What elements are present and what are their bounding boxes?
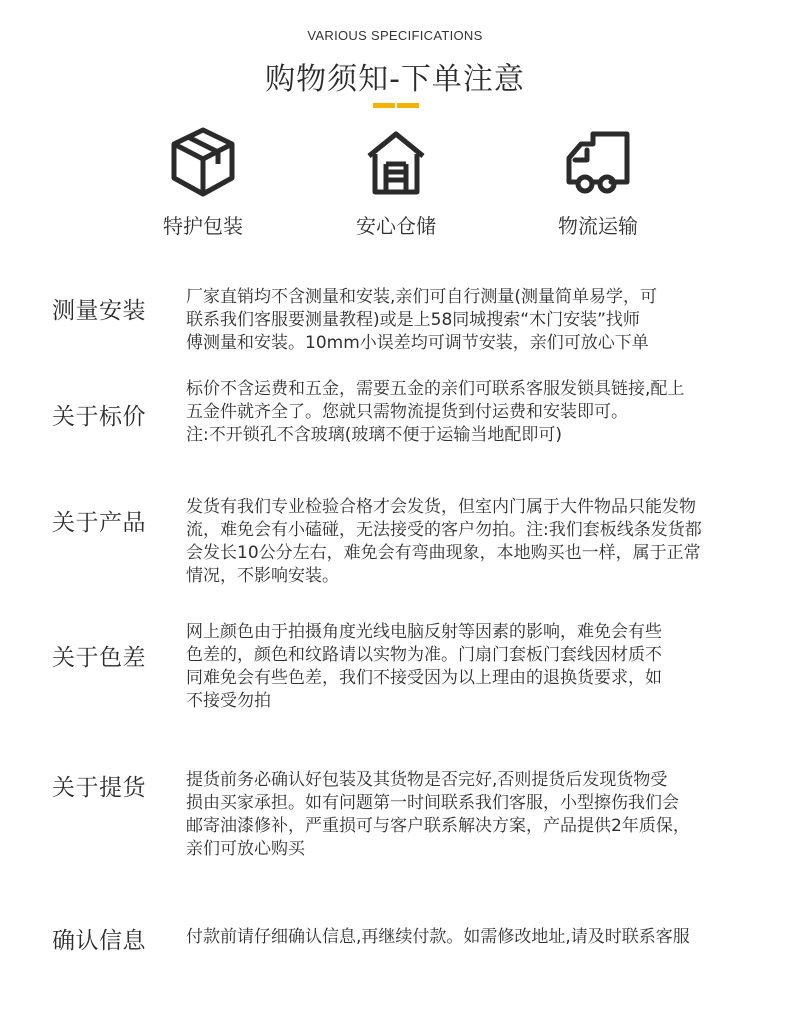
feature-label: 特护包装 (163, 214, 243, 238)
body-line: 付款前请仔细确认信息,再继续付款。如需修改地址,请及时联系客服 (186, 927, 690, 947)
section-body (186, 496, 766, 588)
body-line: 标价不含运费和五金，需要五金的亲们可联系客服发锁具链接,配上 (186, 379, 685, 399)
feature-label: 安心仓储 (356, 214, 436, 238)
body-line: 厂家直销均不含测量和安装,亲们可自行测量(测量简单易学，可 (186, 287, 658, 307)
section-heading: 关于标价 (52, 404, 146, 430)
feature-row (0, 124, 790, 244)
section-heading: 确认信息 (52, 928, 146, 954)
body-line: 五金件就齐全了。您就只需物流提货到付运费和安装即可。 (186, 402, 628, 422)
body-line: 亲们可放心购买 (186, 839, 305, 859)
page-subtitle: VARIOUS SPECIFICATIONS (307, 28, 483, 43)
section-body (186, 769, 766, 861)
body-line: 注:不开锁孔不含玻璃(玻璃不便于运输当地配即可) (186, 425, 562, 445)
feature-storage (316, 124, 476, 239)
body-line: 色差的，颜色和纹路请以实物为准。门扇门套板门套线因材质不 (186, 645, 662, 665)
feature-logistics (518, 124, 678, 239)
truck-icon (563, 124, 633, 200)
body-line: 提货前务必确认好包装及其货物是否完好,否则提货后发现货物受 (186, 770, 668, 790)
section-heading: 关于提货 (52, 775, 146, 801)
warehouse-icon (361, 124, 431, 200)
section-heading: 关于产品 (52, 510, 146, 536)
body-line: 流，难免会有小磕碰，无法接受的客户勿拍。注:我们套板线条发货都 (186, 520, 702, 540)
box-icon (168, 124, 238, 200)
feature-label: 物流运输 (558, 214, 638, 238)
body-line: 情况，不影响安装。 (186, 566, 339, 586)
feature-packaging (123, 124, 283, 239)
body-line: 邮寄油漆修补，严重损可与客户联系解决方案，产品提供2年质保， (186, 816, 690, 836)
body-line: 傅测量和安装。10mm小误差均可调节安装，亲们可放心下单 (186, 333, 649, 353)
section-body (186, 621, 766, 713)
body-line: 同难免会有些色差，我们不接受因为以上理由的退换货要求，如 (186, 668, 662, 688)
body-line: 不接受勿拍 (186, 691, 271, 711)
body-line: 损由买家承担。如有问题第一时间联系我们客服，小型擦伤我们会 (186, 793, 679, 813)
body-line: 联系我们客服要测量教程)或是上58同城搜索“木门安装”找师 (186, 310, 640, 330)
body-line: 网上颜色由于拍摄角度光线电脑反射等因素的影响，难免会有些 (186, 622, 662, 642)
body-line: 会发长10公分左右，难免会有弯曲现象，本地购买也一样，属于正常 (186, 543, 701, 563)
section-body (186, 378, 766, 447)
section-body (186, 286, 766, 355)
body-line: 发货有我们专业检验合格才会发货，但室内门属于大件物品只能发物 (186, 497, 696, 517)
page-title: 购物须知-下单注意 (265, 62, 525, 97)
title-accent-bar (373, 103, 419, 108)
section-body (186, 926, 766, 949)
section-heading: 测量安装 (52, 298, 146, 324)
section-heading: 关于色差 (52, 645, 146, 671)
